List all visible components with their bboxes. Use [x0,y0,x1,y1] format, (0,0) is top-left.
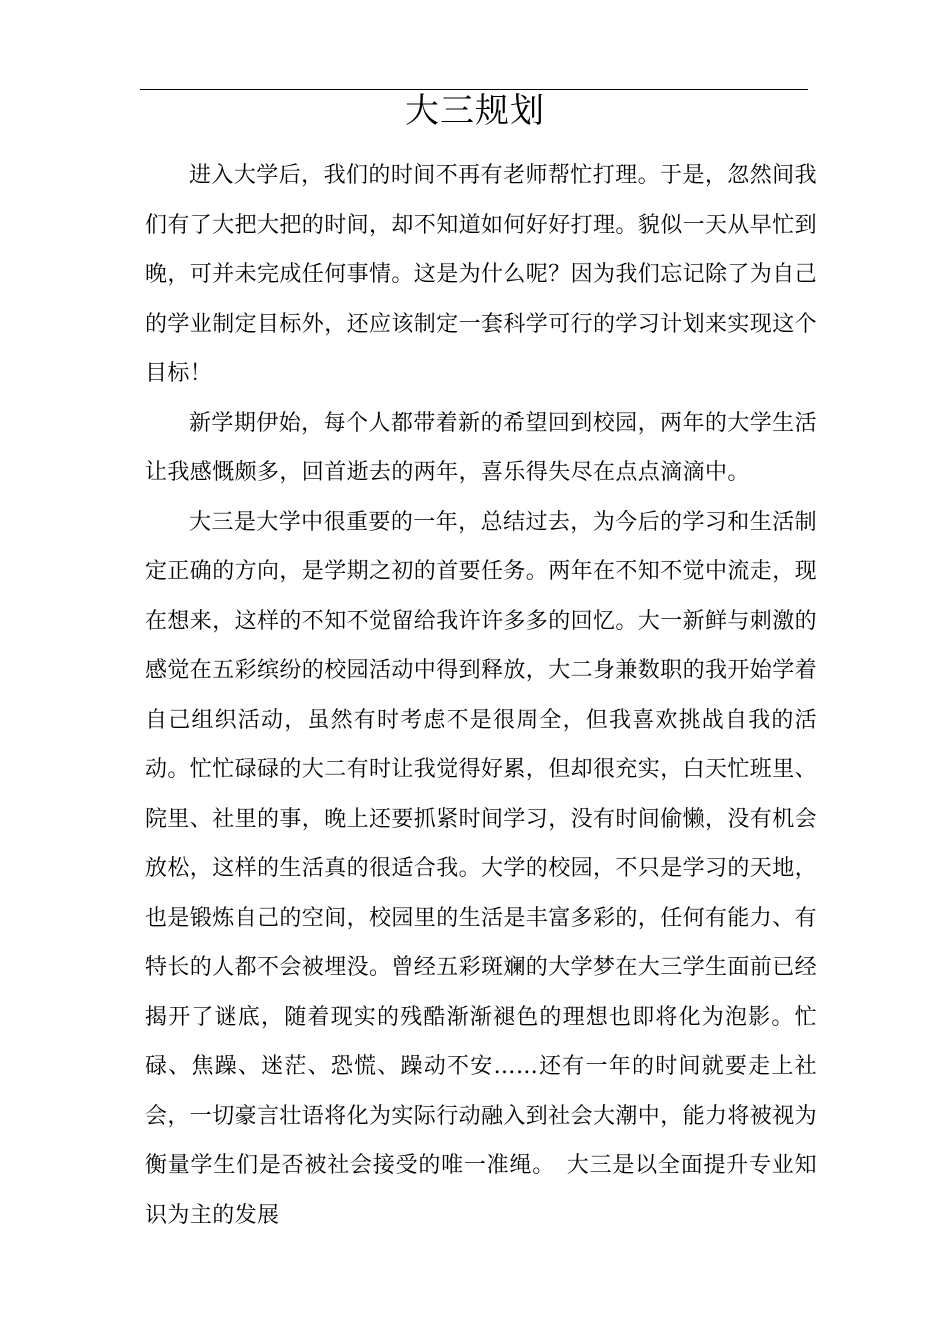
paragraph-intro: 进入大学后，我们的时间不再有老师帮忙打理。于是，忽然间我们有了大把大把的时间，却不知道如何好好打理。貌似一天从早忙到晚，可并未完成任何事情。这是为什么呢？因为我们忘记除了为自己的学业制定目标外，还应该制定一套科学可行的学习计划来实现这个目标！ [145,163,818,386]
paragraph-new-semester: 新学期伊始，每个人都带着新的希望回到校园，两年的大学生活让我感慨颇多，回首逝去的两年，喜乐得失尽在点点滴滴中。 [145,410,817,485]
document-title: 大三规划 [405,91,545,131]
paragraph-junior-year: 大三是大学中很重要的一年，总结过去，为今后的学习和生活制定正确的方向，是学期之初的首要任务。两年在不知不觉中流走，现在想来，这样的不知不觉留给我许许多多的回忆。大一新鲜与刺激的感觉在五彩缤纷的校园活动中得到释放，大二身兼数职的我开始学着自己组织活动，虽然有时考虑不是很周全，但我喜欢挑战自我的活动。忙忙碌碌的大二有时让我觉得好累，但却很充实，白天忙班里、院里、社里的事，晚上还要抓紧时间学习，没有时间偷懒，没有机会放松，这样的生活真的很适合我。大学的校园，不只是学习的天地，也是锻炼自己的空间，校园里的生活是丰富多彩的，任何有能力、有特长的人都不会被埋没。曾经五彩斑斓的大学梦在大三学生面前已经揭开了谜底，随着现实的残酷渐渐褪色的理想也即将化为泡影。忙碌、焦躁、迷茫、恐慌、躁动不安……还有一年的时间就要走上社会，一切豪言壮语将化为实际行动融入到社会大潮中，能力将被视为衡量学生们是否被社会接受的唯一准绳。 大三是以全面提升专业知识为主的发展 [145,509,818,1228]
document-body [145,151,817,1240]
